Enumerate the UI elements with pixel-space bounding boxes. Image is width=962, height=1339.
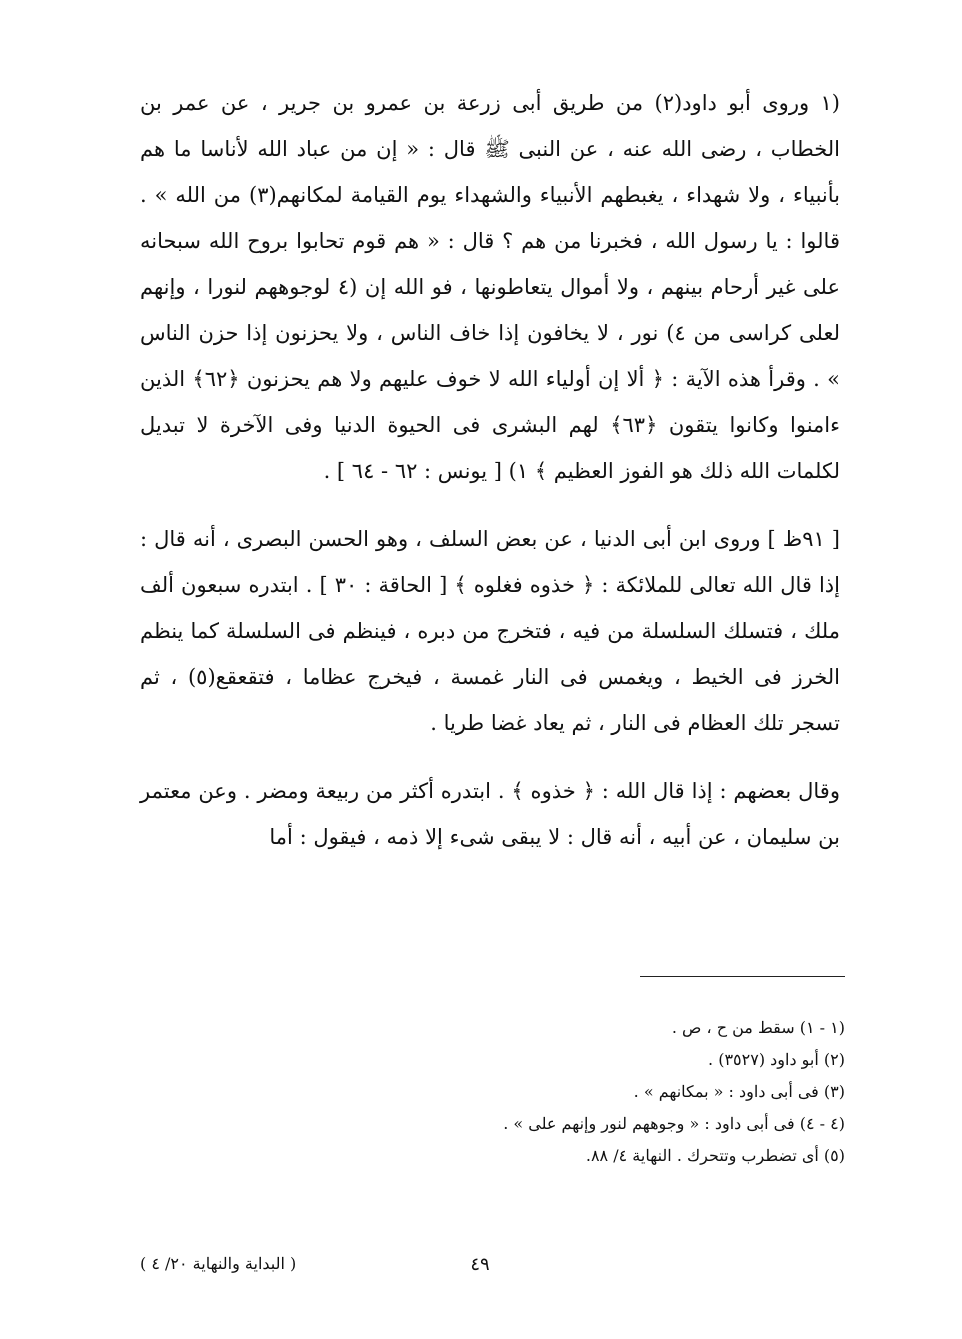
footnote: (٥) أى تضطرب وتتحرك . النهاية ٤/ ٨٨. xyxy=(585,1146,845,1165)
main-text xyxy=(140,80,840,860)
footnote: (٣) فى أبى داود : « بمكانهم » . xyxy=(633,1082,845,1101)
paragraph-1: (١ وروى أبو داود(٢) من طريق أبى زرعة بن عمرو بن جرير ، عن عمر بن الخطاب ، رضى الله عنه ، عن النبى ﷺ قال : « إن من عباد الله لأناسا ما هم بأنبياء ، ولا شهداء ، يغبطهم الأنبياء والشهداء يوم القيامة لمكانهم(٣) من الله » . قالوا : يا رسول الله ، فخبرنا من هم ؟ قال : « هم قوم تحابوا بروح الله سبحانه على غير أرحام بينهم ، ولا أموال يتعاطونها ، فو الله إن (٤ لوجوههم لنورا ، وإنهم لعلى كراسى من ٤) نور ، لا يخافون إذا خاف الناس ، ولا يحزنون إذا حزن الناس » . وقرأ هذه الآية : ﴿ ألا إن أولياء الله لا خوف عليهم ولا هم يحزنون ﴿٦٢﴾ الذين ءامنوا وكانوا يتقون ﴿٦٣﴾ لهم البشرى فى الحيوة الدنيا وفى الآخرة لا تبديل لكلمات الله ذلك هو الفوز العظيم ﴾ ١) [ يونس : ٦٢ - ٦٤ ] . xyxy=(140,91,840,483)
paragraph-3: وقال بعضهم : إذا قال الله : ﴿ خذوه ﴾ . ابتدره أكثر من ربيعة ومضر . وعن معتمر بن سليمان ، عن أبيه ، أنه قال : لا يبقى شىء إلا ذمه ، فيقول : أما xyxy=(140,779,840,849)
footnote: (٢) أبو داود (٣٥٢٧) . xyxy=(708,1050,845,1069)
footnote: (١ - ١) سقط من ح ، ص . xyxy=(671,1018,845,1037)
footnote: (٤ - ٤) فى أبى داود : « وجوههم لنور وإنهم على » . xyxy=(503,1114,845,1133)
footnote-separator xyxy=(640,976,845,977)
footnotes xyxy=(300,1012,845,1172)
page-number: ٤٩ xyxy=(470,1254,490,1275)
paragraph-2: [ ٩١ظ ] وروى ابن أبى الدنيا ، عن بعض السلف ، وهو الحسن البصرى ، أنه قال : إذا قال الله تعالى للملائكة : ﴿ خذوه فغلوه ﴾ [ الحاقة : ٣٠ ] . ابتدره سبعون ألف ملك ، فتسلك السلسلة من فيه ، فتخرج من دبره ، فينظم فى السلسلة كما ينظم الخرز فى الخيط ، ويغمس فى النار غمسة ، فيخرج عظاما ، فتقعقع(٥) ، ثم تسجر تلك العظام فى النار ، ثم يعاد غضا طريا . xyxy=(140,527,841,735)
source-reference: ( البداية والنهاية ٢٠/ ٤ ) xyxy=(140,1254,297,1273)
